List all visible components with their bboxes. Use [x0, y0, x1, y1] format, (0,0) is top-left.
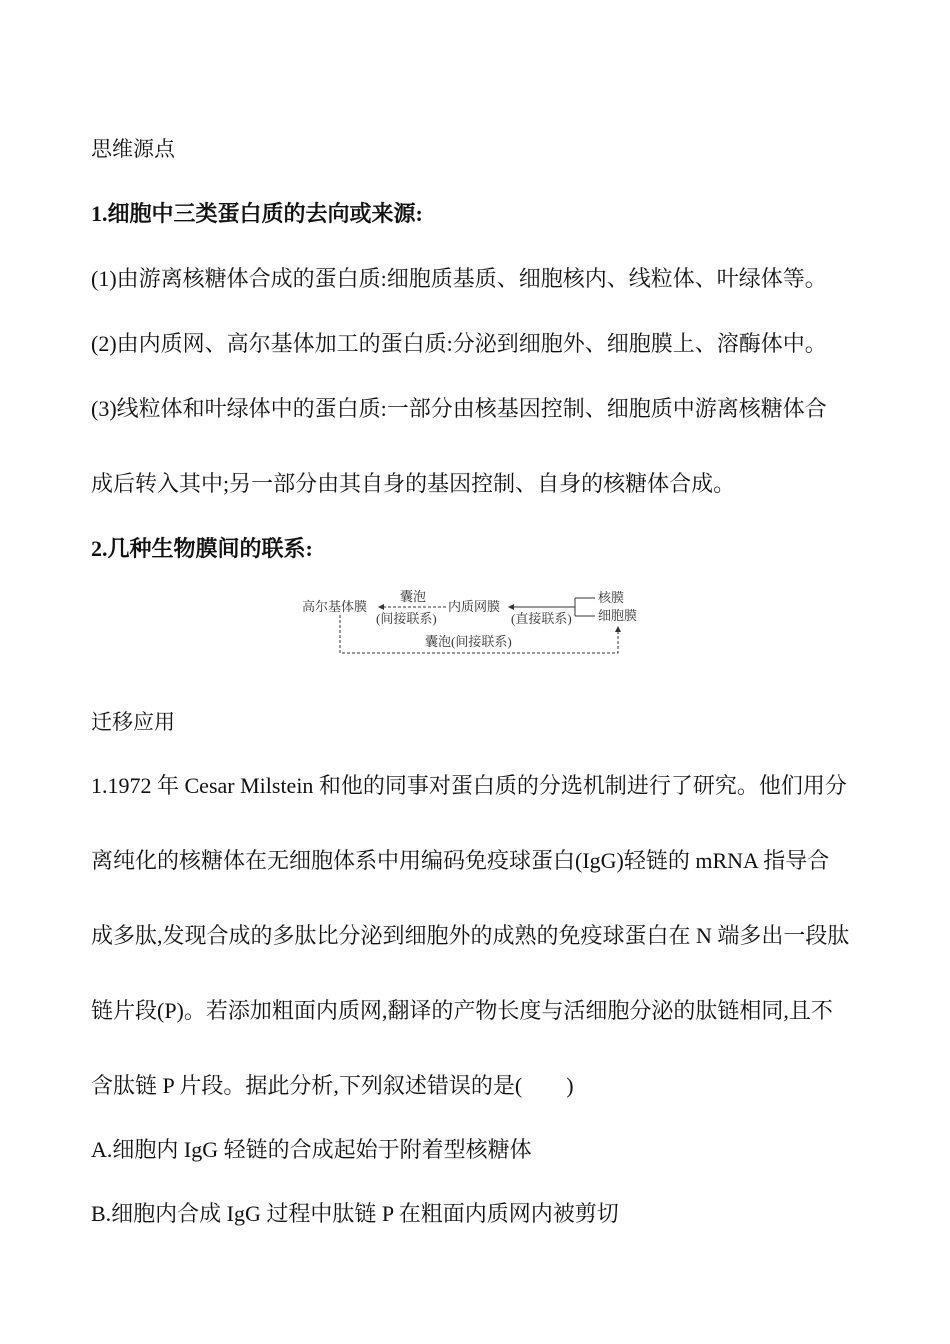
- question-line-1: 1.1972 年 Cesar Milstein 和他的同事对蛋白质的分选机制进行了研究。他们用分: [91, 773, 847, 798]
- section-title-application: 迁移应用: [91, 710, 175, 734]
- membrane-relation-diagram: [300, 585, 650, 660]
- point1-item-1: (1)由游离核糖体合成的蛋白质:细胞质基质、细胞核内、线粒体、叶绿体等。: [91, 266, 827, 291]
- cell-membrane-label: 细胞膜: [598, 608, 638, 623]
- option-b: B.细胞内合成 IgG 过程中肽链 P 在粗面内质网内被剪切: [91, 1201, 619, 1226]
- point1-item-3: (3)线粒体和叶绿体中的蛋白质:一部分由核基因控制、细胞质中游离核糖体合: [91, 396, 827, 421]
- nuclear-membrane-label: 核膜: [598, 590, 625, 605]
- question-line-3: 成多肽,发现合成的多肽比分泌到细胞外的成熟的免疫球蛋白在 N 端多出一段肽: [91, 923, 850, 948]
- question-line-4: 链片段(P)。若添加粗面内质网,翻译的产物长度与活细胞分泌的肽链相同,且不: [91, 998, 833, 1023]
- indirect-top-label: (间接联系): [376, 611, 437, 626]
- section-title-thinking: 思维源点: [91, 137, 175, 161]
- point1-item-2: (2)由内质网、高尔基体加工的蛋白质:分泌到细胞外、细胞膜上、溶酶体中。: [91, 331, 827, 356]
- vesicle-top-label: 囊泡: [400, 589, 427, 604]
- question-line-5: 含肽链 P 片段。据此分析,下列叙述错误的是( ): [91, 1073, 574, 1098]
- point1-item-3-cont: 成后转入其中;另一部分由其自身的基因控制、自身的核糖体合成。: [91, 471, 736, 496]
- point2-heading: 2.几种生物膜间的联系:: [91, 536, 313, 561]
- vesicle-bottom-label: 囊泡(间接联系): [425, 634, 512, 649]
- question-line-2: 离纯化的核糖体在无细胞体系中用编码免疫球蛋白(IgG)轻链的 mRNA 指导合: [91, 848, 830, 873]
- point1-heading: 1.细胞中三类蛋白质的去向或来源:: [91, 201, 423, 226]
- direct-label: (直接联系): [511, 611, 572, 626]
- golgi-membrane-label: 高尔基体膜: [302, 599, 368, 614]
- option-a: A.细胞内 IgG 轻链的合成起始于附着型核糖体: [91, 1137, 532, 1162]
- er-membrane-label: 内质网膜: [448, 599, 501, 614]
